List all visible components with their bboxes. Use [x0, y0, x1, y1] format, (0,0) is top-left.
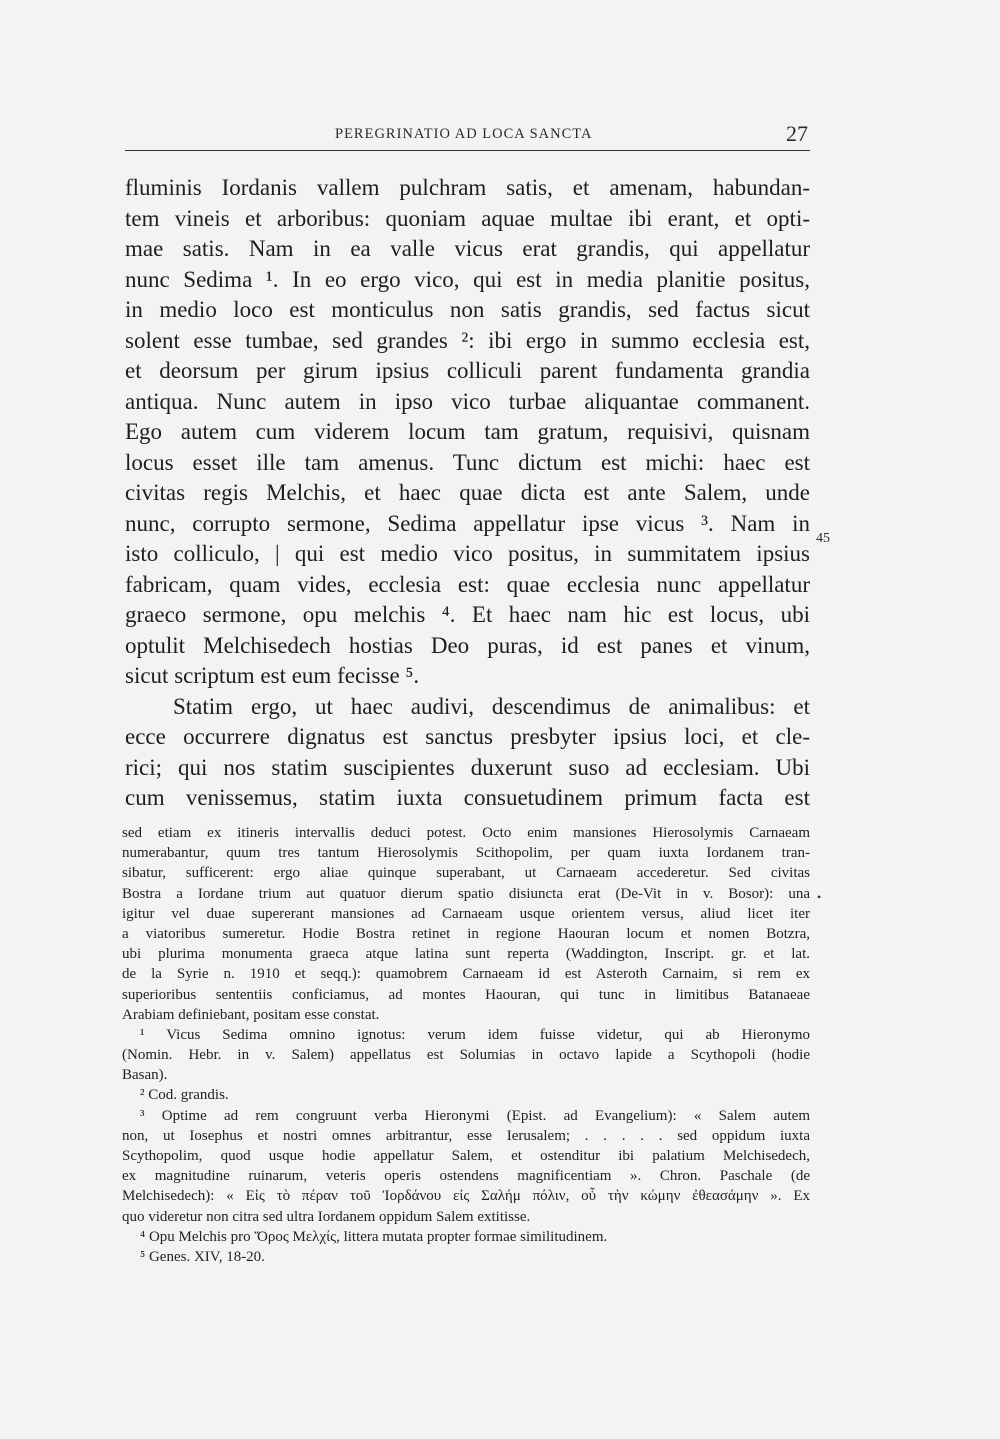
- footnote-4: ⁴ Opu Melchis pro Ὄρος Μελχίς, littera mutata propter formae similitudinem.: [140, 1228, 608, 1245]
- text-line: mae satis. Nam in ea valle vicus erat grandis, qui appellatur: [125, 236, 810, 261]
- footnotes-block: [122, 823, 810, 1267]
- footnote-line: igitur vel duae supererant mansiones ad Carnaeam usque orientem versus, aliud licet iter: [122, 905, 810, 922]
- footnote-line: Bostra a Iordane trium aut quatuor dierum spatio disiuncta erat (De-Vit in v. Bosor): una: [122, 885, 810, 902]
- footnote-line: quo videretur non citra sed ultra Iordanem oppidum Salem extitisse.: [122, 1208, 531, 1225]
- footnote-line: non, ut Iosephus et nostri omnes arbitrantur, esse Ierusalem; . . . . . sed oppidum iuxta: [122, 1127, 810, 1144]
- footnote-3-start: ³ Optime ad rem congruunt verba Hieronymi (Epist. ad Evangelium): « Salem autem: [140, 1107, 810, 1124]
- main-text-block: [125, 173, 810, 814]
- footnote-line: ubi plurima monumenta graeca atque latina sunt reperta (Waddington, Inscript. gr. et lat.: [122, 946, 810, 963]
- footnote-line: de la Syrie n. 1910 et seqq.): quamobrem Carnaeam id est Asteroth Carnaim, si rem ex: [122, 966, 810, 983]
- margin-mark: •: [817, 890, 822, 904]
- running-header: [125, 120, 810, 151]
- text-line: locus esset ille tam amenus. Tunc dictum est michi: haec est: [125, 449, 810, 475]
- footnote-line: a viatoribus sumeretur. Hodie Bostra retinet in regione Haouran locum et nomen Botzra,: [122, 925, 810, 942]
- text-line: rici; qui nos statim suscipientes duxerunt suso ad ecclesiam. Ubi: [125, 754, 810, 780]
- text-line: tem vineis et arboribus: quoniam aquae multae ibi erant, et opti-: [125, 205, 810, 231]
- footnote-line: (Nomin. Hebr. in v. Salem) appellatus est Solumias in octavo lapide a Scythopoli (hodie: [122, 1047, 810, 1064]
- footnote-line: Basan).: [122, 1067, 168, 1084]
- text-line: ecce occurrere dignatus est sanctus presbyter ipsius loci, et cle-: [125, 724, 810, 749]
- footnote-line: superioribus sententiis conficiamus, ad montes Haouran, qui tunc in limitibus Batanaeae: [122, 986, 810, 1003]
- footnote-2: ² Cod. grandis.: [140, 1087, 229, 1104]
- footnote-1-start: ¹ Vicus Sedima omnino ignotus: verum idem fuisse videtur, qui ab Hieronymo: [140, 1026, 810, 1043]
- running-title: PEREGRINATIO AD LOCA SANCTA: [335, 126, 593, 142]
- text-line: civitas regis Melchis, et haec quae dicta est ante Salem, unde: [125, 480, 810, 505]
- text-line: nunc, corrupto sermone, Sedima appellatur ipse vicus ³. Nam in: [125, 510, 810, 536]
- text-line: et deorsum per girum ipsius colliculi parent fundamenta grandia: [125, 358, 810, 383]
- footnote-5: ⁵ Genes. XIV, 18-20.: [140, 1248, 265, 1265]
- footnote-line: Melchisedech): « Εἰς τὸ πέραν τοῦ Ἰορδάνου εἰς Σαλήμ πόλιν, οὗ τὴν κώμην ἐθεασάμην ». Ex: [122, 1188, 810, 1205]
- footnote-line: sed etiam ex itineris intervallis deduci potest. Octo enim mansiones Hierosolymis Carnaeam: [122, 825, 810, 841]
- footnote-line: numerabantur, quum tres tantum Hierosolymis Scithopolim, per quam iuxta Iordanem tran-: [122, 845, 810, 862]
- text-line: sicut scriptum est eum fecisse ⁵.: [125, 663, 420, 688]
- text-line: graeco sermone, opu melchis ⁴. Et haec nam hic est locus, ubi: [125, 602, 810, 627]
- text-line: cum venissemus, statim iuxta consuetudinem primum facta est: [125, 785, 810, 810]
- page-number: 27: [786, 121, 808, 146]
- text-line: isto colliculo, | qui est medio vico positus, in summitatem ipsius: [125, 541, 810, 566]
- footnote-line: Scythopolim, quod usque hodie appellatur Salem, et ostenditur ibi palatium Melchisedech,: [122, 1148, 810, 1164]
- text-line: fluminis Iordanis vallem pulchram satis, et amenam, habundan-: [125, 175, 810, 200]
- text-line: antiqua. Nunc autem in ipso vico turbae aliquantae commanent.: [125, 388, 810, 414]
- text-line: optulit Melchisedech hostias Deo puras, id est panes et vinum,: [125, 632, 810, 658]
- text-line: solent esse tumbae, sed grandes ²: ibi ergo in summo ecclesia est,: [125, 327, 810, 353]
- text-line: in medio loco est monticulus non satis grandis, sed factus sicut: [125, 297, 810, 322]
- paragraph-first-line: Statim ergo, ut haec audivi, descendimus de animalibus: et: [173, 693, 810, 719]
- footnote-line: ex magnitudine ruinarum, veteris operis ostendens magnificentiam ». Chron. Paschale (de: [122, 1168, 810, 1185]
- text-line: fabricam, quam vides, ecclesia est: quae ecclesia nunc appellatur: [125, 571, 810, 597]
- text-line: Ego autem cum viderem locum tam gratum, requisivi, quisnam: [125, 419, 810, 444]
- footnote-line: sibatur, sufficerent: ergo aliae quinque superabant, ut Carnaeam accederetur. Sed civitas: [122, 865, 810, 882]
- text-line: nunc Sedima ¹. In eo ergo vico, qui est in media planitie positus,: [125, 266, 810, 292]
- footnote-line: Arabiam definiebant, positam esse constat.: [122, 1006, 380, 1023]
- margin-line-number: 45: [816, 531, 830, 546]
